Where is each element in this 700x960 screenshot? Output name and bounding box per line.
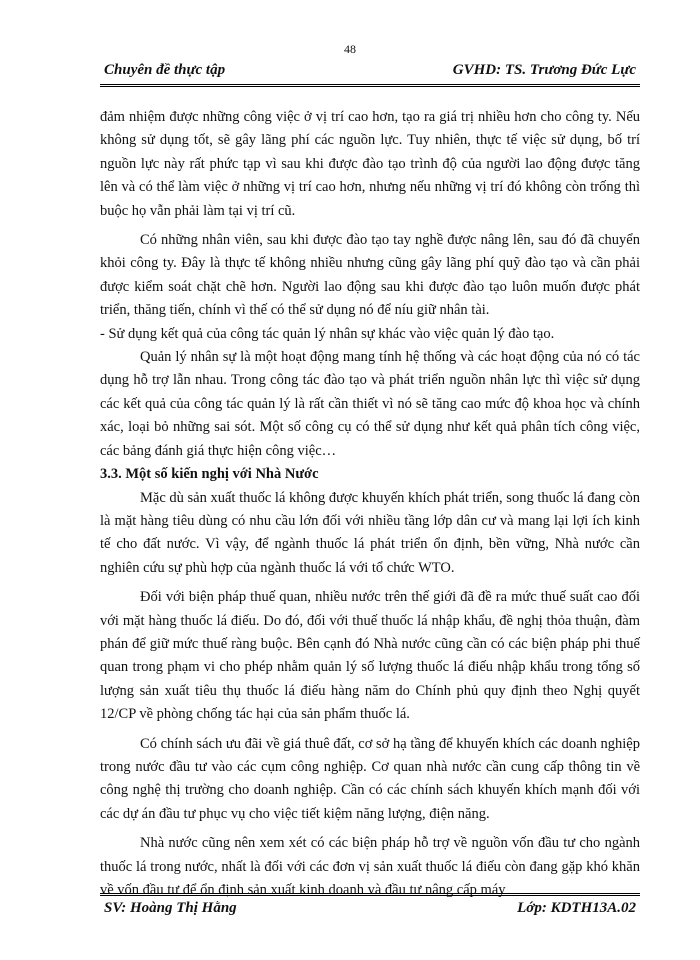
page-header [100,60,640,87]
paragraph-4: Quản lý nhân sự là một hoạt động mang tính hệ thống và các hoạt động của nó có tác dụng hỗ trợ lẫn nhau. Trong công tác đào tạo và phát triển nguồn nhân lực thì việc sử dụng các kết quả của công tác quản lý là rất cần thiết vì nó sẽ tăng cao mức độ khoa học và chính xác, loại bỏ những sai sót. Một số công cụ có thể sử dụng như kết quả phân tích công việc, các bảng đánh giá thực hiện công việc… [100,349,640,459]
bullet-item: - Sử dụng kết quả của công tác quản lý nhân sự khác vào việc quản lý đào tạo. [100,325,555,342]
section-heading: 3.3. Một số kiến nghị với Nhà Nước [100,466,319,483]
paragraph-1: đảm nhiệm được những công việc ở vị trí cao hơn, tạo ra giá trị nhiều hơn cho công ty. Nếu không sử dụng tốt, sẽ gây lãng phí các nguồn lực. Tuy nhiên, thực tế việc sử dụng, bố trí nguồn lực này rất phức tạp vì sau khi được đào tạo trình độ của người lao động được tăng lên và có thể làm việc ở những vị trí cao hơn, nhưng nếu những vị trí đó không còn trống thì buộc họ vẫn phải làm tại vị trí cũ. [100,109,640,219]
page-footer [100,893,640,920]
footer-student: SV: Hoàng Thị Hằng [104,900,237,916]
paragraph-2: Có những nhân viên, sau khi được đào tạo tay nghề được nâng lên, sau đó đã chuyển khỏi công ty. Đây là thực tế không nhiều nhưng cũng gây lãng phí quỹ đào tạo và cần phải được kiểm soát chặt chẽ hơn. Người lao động sau khi được đào tạo luôn muốn được phát triển, thăng tiến, chính vì thế có thể sử dụng nó để níu giữ nhân tài. [100,232,640,319]
paragraph-6: Đối với biện pháp thuế quan, nhiều nước trên thế giới đã đề ra mức thuế suất cao đối với mặt hàng thuốc lá điếu. Do đó, đối với thuế thuốc lá nhập khẩu, đề nghị thỏa thuận, đàm phán để giữ mức thuế ràng buộc. Bên cạnh đó Nhà nước cũng cần có các biện pháp phi thuế quan trong phạm vi cho phép nhằm quản lý số lượng thuốc lá điếu nhập khẩu trong tổng số lượng sản xuất tiêu thụ thuốc lá điếu hàng năm do Chính phủ quy định theo Nghị quyết 12/CP về phòng chống tác hại của sản phẩm thuốc lá. [100,589,640,723]
page-number: 48 [344,42,356,56]
paragraph-7: Có chính sách ưu đãi về giá thuê đất, cơ sở hạ tầng để khuyến khích các doanh nghiệp trong nước đầu tư vào các cụm công nghiệp. Cơ quan nhà nước cần cung cấp thông tin về công nghệ thị trường cho doanh nghiệp. Cần có các chính sách khuyến khích mạnh đối với các dự án đầu tư phục vụ cho việc tiết kiệm năng lượng, điện năng. [100,735,640,822]
paragraph-8: Nhà nước cũng nên xem xét có các biện pháp hỗ trợ về nguồn vốn đầu tư cho ngành thuốc lá trong nước, nhất là đối với các đơn vị sản xuất thuốc lá điếu còn đang gặp khó khăn về vốn đầu tư để ổn định sản xuất kinh doanh và đầu tư nâng cấp máy [100,835,640,898]
header-document-title: Chuyên đề thực tập [104,62,226,78]
header-supervisor: GVHD: TS. Trương Đức Lực [452,62,636,78]
page-body [100,106,640,902]
paragraph-5: Mặc dù sản xuất thuốc lá không được khuyến khích phát triển, song thuốc lá đang còn là mặt hàng tiêu dùng có nhu cầu lớn đối với nhiều tầng lớp dân cư và mang lại lợi ích kinh tế cho đất nước. Vì vậy, để ngành thuốc lá phát triển ổn định, bền vững, Nhà nước cần nghiên cứu sự phù hợp của ngành thuốc lá với tổ chức WTO. [100,489,640,576]
footer-class: Lớp: KDTH13A.02 [517,900,636,916]
